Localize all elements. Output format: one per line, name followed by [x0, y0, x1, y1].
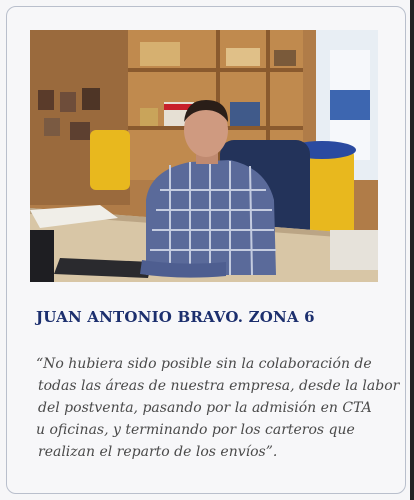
office-photo	[30, 30, 378, 282]
quote-line: del postventa, pasando por la admisión en CTA	[38, 400, 372, 416]
quote-line: u oficinas, y terminando por los carteros que	[36, 422, 355, 438]
quote-line: “No hubiera sido posible sin la colaboración de	[36, 356, 372, 372]
article-heading: JUAN ANTONIO BRAVO. ZONA 6	[36, 308, 315, 326]
quote-line: todas las áreas de nuestra empresa, desde la labor	[38, 378, 400, 394]
page-edge	[410, 0, 414, 500]
article-quote	[36, 353, 400, 463]
quote-line: realizan el reparto de los envíos”.	[38, 444, 278, 460]
